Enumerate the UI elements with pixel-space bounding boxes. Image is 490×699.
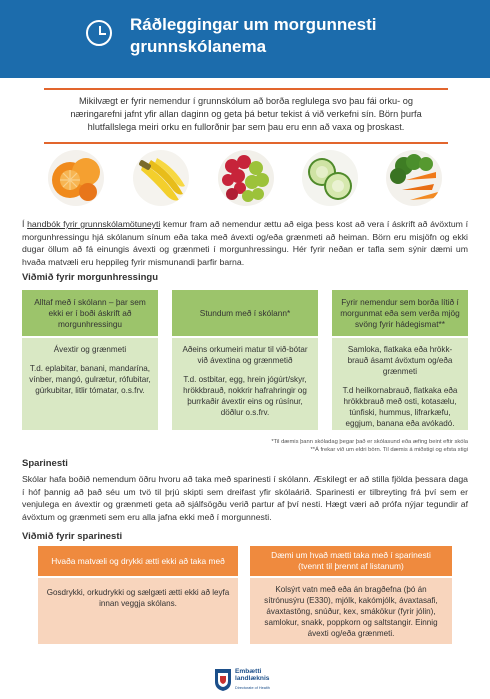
orange-body-allowed: [250, 578, 452, 644]
intro-paragraph: [22, 218, 468, 268]
bananas-image: [133, 150, 189, 206]
cucumber-image: [302, 150, 358, 206]
directorate-logo: [214, 666, 278, 696]
paragraph-text-after: kemur fram að nemendur ættu að eiga þess kost að vera í áskrift að ávöxtum í morgunhressingu hjá skólanum sínum eða taka með ávexti og/eða grænmeti að heiman. Börn eru misjöfn og ekki dugar öllum að fá einungis ávexti og grænmeti í morgunhressingu. Hér fyrir neðan er tafla sem sýnir dæmi um hvaða matvæli eru heppileg fyrir mismunandi þarfir barna.: [22, 219, 468, 267]
page-title: Ráðleggingar um morgunnesti grunnskólanema: [130, 15, 377, 56]
handbook-link[interactable]: handbók fyrir grunnskólamötuneyti: [27, 219, 161, 229]
paragraph-text-before: Í: [22, 219, 28, 229]
column-text-sometimes: T.d. ostbitar, egg, hrein jógúrt/skyr, hrökkbrauð, nokkrir hafrahringir og þurrkaðir ávextir eins og rúsínur, döðlur o.s.frv.: [183, 375, 307, 417]
orange-body-not-allowed: [38, 578, 238, 644]
column-body-sometimes: [172, 338, 318, 430]
footnote-2: **Á frekar við um eldri börn. Til dæmis á miðstigi og efsta stigi: [310, 447, 468, 453]
column-subhead-sometimes: Aðeins orkumeiri matur til við-bótar við ávextina og grænmetið: [182, 345, 308, 365]
orange-text-not-allowed: Gosdrykki, orkudrykki og sælgæti ætti ekki að leyfa innan veggja skólans.: [46, 588, 230, 608]
intro-top-divider: [44, 88, 448, 90]
column-body-always: [22, 338, 158, 430]
footnote-1: *Til dæmis þann skóladag þegar það er skólasund eða æfing beint eftir skóla: [271, 439, 468, 445]
column-text-always: T.d. eplabitar, banani, mandarína, vínber, mangó, gulrætur, rófubitar, gúrkubitar, litlir tómatar, o.s.frv.: [29, 364, 151, 395]
food-images-row: [0, 150, 490, 208]
intro-text: Mikilvægt er fyrir nemendur í grunnskólum að borða reglulega svo þau fái orku- og næringarefni jafnt yfir allan daginn og geta þá betur tekist á við verkefni sín. Börn þurfa hlutfallslega meiri orku en fullorðnir þar sem þau eru enn að vaxa og þroskast.: [70, 96, 422, 132]
column-head-sometimes: Stundum með í skólann*: [172, 290, 318, 336]
column-subhead-always: Ávextir og grænmeti: [53, 345, 127, 354]
logo-line-3: Directorate of Health: [235, 686, 270, 690]
section-heading-sparinesti: Sparinesti: [22, 458, 68, 469]
orange-head-allowed: Dæmi um hvað mætti taka með í sparinesti (tvennt til þrennt af listanum): [250, 546, 452, 576]
oranges-image: [48, 150, 104, 206]
grapes-image: [218, 150, 274, 206]
column-head-always: Alltaf með í skólann – þar sem ekki er í boði áskrift að morgunhressingu: [22, 290, 158, 336]
column-body-hungry: [332, 338, 468, 430]
logo-line-2: landlæknis: [235, 675, 270, 682]
section-heading-sparinesti-guidelines: Viðmið fyrir sparinesti: [22, 531, 123, 542]
vegetables-image: [386, 150, 442, 206]
clock-icon: [86, 20, 112, 46]
section-heading-morning: Viðmið fyrir morgunhressingu: [22, 272, 159, 283]
column-head-hungry: Fyrir nemendur sem borða lítið í morgunmat eða sem verða mjög svöng fyrir hádegismat**: [332, 290, 468, 336]
column-text-hungry: T.d heilkornabrauð, flatkaka eða hrökkbrauð með osti, kotasælu, túnfiski, hummus, lifrarkæfu, eggjum, banana eða avókadó.: [342, 386, 458, 428]
orange-head-not-allowed: Hvaða matvæli og drykki ætti ekki að taka með: [38, 546, 238, 576]
logo-line-1: Embætti: [235, 668, 262, 675]
intro-bottom-divider: [44, 142, 448, 144]
shield-icon: [214, 668, 232, 692]
header-banner: [0, 0, 490, 78]
column-subhead-hungry: Samloka, flatkaka eða hrökk-brauð ásamt ávöxtum og/eða grænmeti: [347, 345, 453, 376]
sparinesti-paragraph: Skólar hafa boðið nemendum öðru hvoru að taka með sparinesti í skólann. Æskilegt er að stilla fjölda þessara daga í hóf þannig að það séu um tvö til þrjú skipti sem dreifast yfir skólaárið. Sparinesti er tilbreyting frá því sem er venjulega en ávextir og grænmeti geta að sjálfsögðu verið partur af því nesti. Hægt væri að prófa nýjar tegundir af ávöxtum og grænmeti sem eru alla jafna ekki með í morgunnesti.: [22, 474, 468, 522]
orange-text-allowed: Kolsýrt vatn með eða án bragðefna (þó án sítrónusýru (E330), mjólk, kakómjólk, ávaxtasafi, ávaxtastöng, snúður, kex, smákökur (fyrir jólin), samlokur, snakk, poppkorn og saltstangir. Einnig ávexti og/eða grænmeti.: [264, 585, 438, 638]
logo-name: [235, 668, 269, 682]
